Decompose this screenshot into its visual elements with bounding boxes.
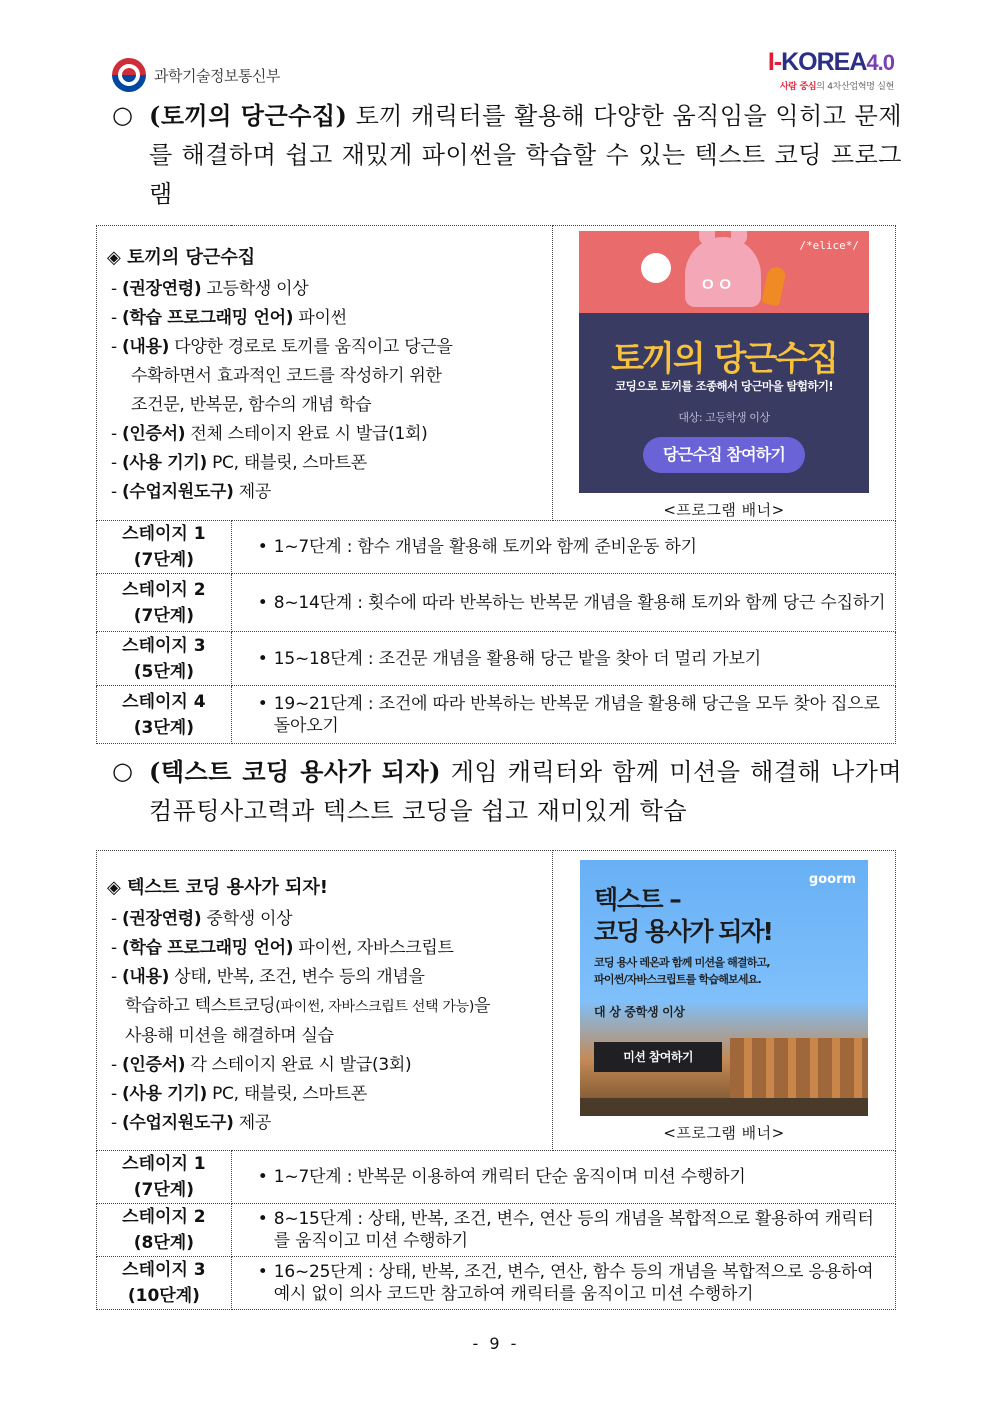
program-detail-item: 수확하면서 효과적인 코드를 작성하기 위한 bbox=[131, 366, 442, 386]
ikorea-logo bbox=[768, 48, 894, 92]
banner2-mission-button[interactable]: 미션 참여하기 bbox=[594, 1042, 722, 1072]
stage-label: 스테이지 2 (7단계) bbox=[97, 574, 232, 632]
ikorea-logo-text: I-KOREA4.0 bbox=[767, 48, 894, 76]
program-detail-item: - (권장연령) 중학생 이상 bbox=[111, 909, 293, 929]
program1-table bbox=[96, 225, 896, 744]
page-number: - 9 - bbox=[472, 1334, 520, 1353]
program2-info bbox=[97, 851, 553, 1151]
stage-row bbox=[97, 1257, 896, 1310]
government-emblem-icon bbox=[112, 58, 146, 92]
program2-table bbox=[96, 850, 896, 1310]
program-detail-item: - (수업지원도구) 제공 bbox=[111, 1113, 271, 1133]
stage-label: 스테이지 1 (7단계) bbox=[97, 1151, 232, 1204]
circle-bullet: ○ bbox=[112, 757, 134, 785]
ministry-name: 과학기술정보통신부 bbox=[154, 66, 280, 85]
program1-banner: ㅇㅇ /*elice*/ 토끼의 당근수집 코딩으로 토끼를 조종해서 당근마을 탐험하기! 대상: 고등학생 이상 당근수집 참여하기 bbox=[579, 231, 869, 493]
banner2-target: 대 상 중학생 이상 bbox=[594, 1005, 685, 1019]
stage-label: 스테이지 3 (10단계) bbox=[97, 1257, 232, 1310]
program1-heading: ◈ 토끼의 당근수집 bbox=[107, 247, 256, 268]
section1-title: (토끼의 당근수집) bbox=[149, 101, 348, 130]
program-detail-item: - (사용 기기) PC, 태블릿, 스마트폰 bbox=[111, 453, 367, 473]
circle-bullet: ○ bbox=[112, 101, 134, 129]
banner2-brand: goorm bbox=[808, 872, 857, 887]
program2-banner-cell bbox=[553, 851, 896, 1151]
stage-description: • 15~18단계 : 조건문 개념을 활용해 당근 밭을 찾아 더 멀리 가보기 bbox=[231, 632, 895, 686]
stage-description: • 8~14단계 : 횟수에 따라 반복하는 반복문 개념을 활용해 토끼와 함께 당근 수집하기 bbox=[231, 574, 895, 632]
program-detail-item: - (내용) 상태, 반복, 조건, 변수 등의 개념을 bbox=[111, 967, 425, 987]
stage-row bbox=[97, 632, 896, 686]
banner1-subtitle: 코딩으로 토끼를 조종해서 당근마을 탐험하기! bbox=[615, 378, 834, 393]
section2-intro bbox=[112, 752, 902, 831]
program2-content-line: 학습하고 텍스트코딩(파이썬, 자바스크립트 선택 가능)을 bbox=[125, 996, 491, 1016]
banner1-brand: /*elice*/ bbox=[799, 238, 860, 252]
game-scene-illustration bbox=[730, 1038, 868, 1098]
stage-description: • 1~7단계 : 반복문 이용하여 캐릭터 단순 움직이며 미션 수행하기 bbox=[231, 1151, 895, 1204]
section2-title: (텍스트 코딩 용사가 되자) bbox=[149, 757, 441, 786]
program1-info bbox=[97, 226, 553, 521]
banner1-title: 토끼의 당근수집 bbox=[611, 338, 837, 379]
stage-label: 스테이지 3 (5단계) bbox=[97, 632, 232, 686]
stage-label: 스테이지 1 (7단계) bbox=[97, 521, 232, 574]
ministry-logo bbox=[112, 58, 280, 92]
stage-row bbox=[97, 1204, 896, 1257]
stage-label: 스테이지 2 (8단계) bbox=[97, 1204, 232, 1257]
stage-row bbox=[97, 574, 896, 632]
stage-description: • 19~21단계 : 조건에 따라 반복하는 반복문 개념을 활용해 당근을 모두 찾아 집으로 돌아오기 bbox=[231, 686, 895, 744]
program-detail-item: - (권장연령) 고등학생 이상 bbox=[111, 279, 309, 299]
banner2-title-line2: 코딩 용사가 되자! bbox=[594, 917, 772, 946]
banner1-join-button[interactable]: 당근수집 참여하기 bbox=[643, 437, 805, 473]
speech-bubble-icon bbox=[641, 253, 671, 283]
program-detail-item: - (인증서) 각 스테이지 완료 시 발급(3회) bbox=[111, 1055, 412, 1075]
program1-banner-cell bbox=[553, 226, 896, 521]
program2-banner bbox=[580, 860, 868, 1116]
program-detail-item: - (학습 프로그래밍 언어) 파이썬, 자바스크립트 bbox=[111, 938, 454, 958]
banner2-subtitle: 코딩 용사 레온과 함께 미션을 해결하고, 파이썬/자바스크립트를 학습해보세요. bbox=[594, 956, 770, 986]
program-detail-item: - (수업지원도구) 제공 bbox=[111, 482, 271, 502]
stage-label: 스테이지 4 (3단계) bbox=[97, 686, 232, 744]
program-detail-item: 조건문, 반복문, 함수의 개념 학습 bbox=[131, 395, 372, 415]
banner1-target: 대상: 고등학생 이상 bbox=[678, 410, 770, 424]
stage-row bbox=[97, 1151, 896, 1204]
ikorea-slogan: 사람 중심의 4차산업혁명 실현 bbox=[779, 82, 894, 92]
banner2-title-line1: 텍스트 – bbox=[594, 885, 681, 914]
stage-description: • 8~15단계 : 상태, 반복, 조건, 변수, 연산 등의 개념을 복합적으로 활용하여 캐릭터를 움직이고 미션 수행하기 bbox=[231, 1204, 895, 1257]
program-detail-item: - (인증서) 전체 스테이지 완료 시 발급(1회) bbox=[111, 424, 428, 444]
program-detail-item: - (사용 기기) PC, 태블릿, 스마트폰 bbox=[111, 1084, 367, 1104]
stage-description: • 16~25단계 : 상태, 반복, 조건, 변수, 연산, 함수 등의 개념을 복합적으로 응용하여 예시 없이 의사 코드만 참고하여 캐릭터를 움직이고 미션 수행하기 bbox=[231, 1257, 895, 1310]
program2-content-line: 사용해 미션을 해결하며 실습 bbox=[125, 1026, 334, 1046]
section1-intro bbox=[112, 96, 902, 214]
program2-heading: ◈ 텍스트 코딩 용사가 되자! bbox=[107, 877, 328, 898]
banner2-caption: <프로그램 배너> bbox=[663, 1124, 785, 1142]
banner1-caption: <프로그램 배너> bbox=[663, 500, 785, 519]
stage-row bbox=[97, 686, 896, 744]
program-detail-item: - (내용) 다양한 경로로 토끼를 움직이고 당근을 bbox=[111, 337, 453, 357]
stage-row bbox=[97, 521, 896, 574]
program-detail-item: - (학습 프로그래밍 언어) 파이썬 bbox=[111, 308, 347, 328]
section2-desc: 게임 캐릭터와 함께 미션을 해결해 나가며 컴퓨팅사고력과 텍스트 코딩을 쉽고 재미있게 학습 bbox=[149, 758, 902, 825]
section1-desc: 토끼 캐릭터를 활용해 다양한 움직임을 익히고 문제를 해결하며 쉽고 재밌게 파이썬을 학습할 수 있는 텍스트 코딩 프로그램 bbox=[149, 102, 902, 208]
stage-description: • 1~7단계 : 함수 개념을 활용해 토끼와 함께 준비운동 하기 bbox=[231, 521, 895, 574]
